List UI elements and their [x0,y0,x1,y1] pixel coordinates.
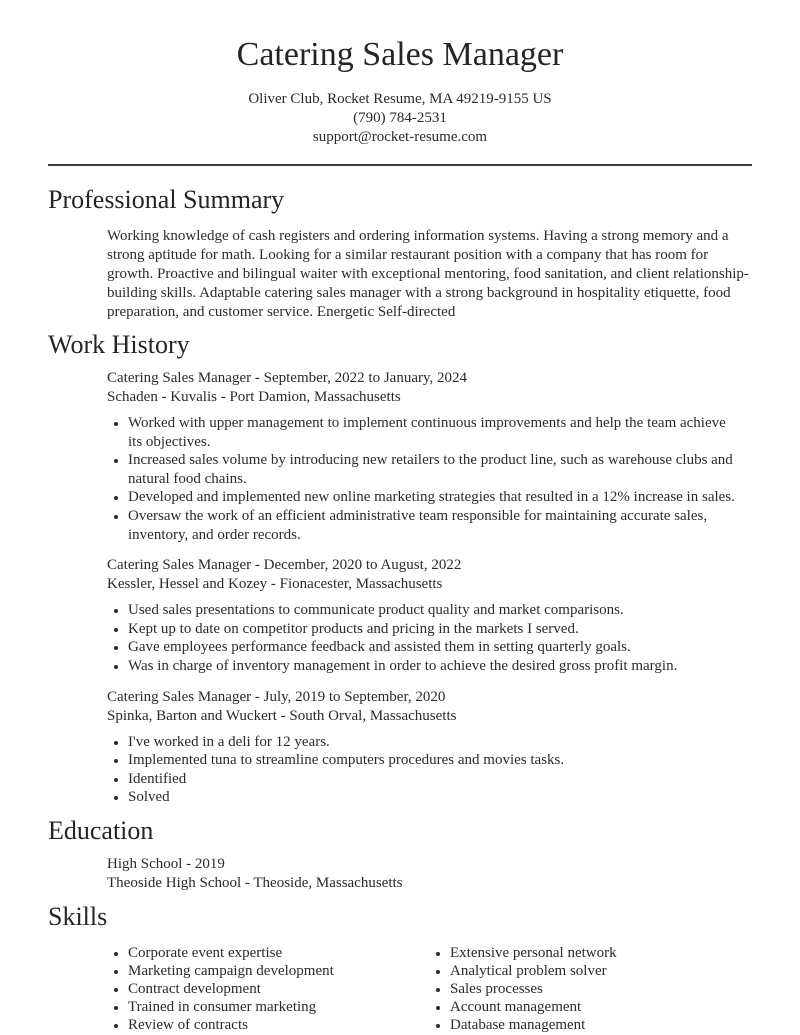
job-bullet-list [107,601,752,675]
skill-item: • Contract development [128,980,429,998]
job-bullet: • Used sales presentations to communicate product quality and market comparisons. [128,601,738,620]
skills-grid [107,944,752,1034]
job-entry [107,369,752,544]
summary-text: Working knowledge of cash registers and ordering information systems. Having a strong memory and a strong aptitude for math. Looking for a similar restaurant position with a company that has room for growth. Proactive and bilingual waiter with exceptional mentoring, food sanitation, and client relationship-building skills. Adaptable catering sales manager with a strong background in hospitality etiquette, food preparation, and customer service. Energetic Self-directed [107,228,749,320]
contact-address: Oliver Club, Rocket Resume, MA 49219-9155 US [248,91,552,107]
contact-block [48,90,752,147]
section-heading-professional-summary: Professional Summary [48,185,285,214]
job-company: Spinka, Barton and Wuckert - South Orval, Massachusetts [107,707,457,724]
resume-title: Catering Sales Manager [236,36,564,73]
job-bullet: • Developed and implemented new online marketing strategies that resulted in a 12% increase in sales. [128,488,738,507]
job-title: Catering Sales Manager - July, 2019 to September, 2020 [107,688,446,705]
job-bullet: • Was in charge of inventory management in order to achieve the desired gross profit margin. [128,657,738,676]
job-company: Kessler, Hessel and Kozey - Fionacester, Massachusetts [107,576,443,593]
section-heading-work-history: Work History [48,330,190,359]
skill-item: • Trained in consumer marketing [128,998,429,1016]
job-entry [107,688,752,807]
job-bullet-list [107,414,752,544]
section-professional-summary [48,185,752,322]
section-work-history [48,330,752,807]
education-school: Theoside High School - Theoside, Massachusetts [107,874,403,891]
contact-phone: (790) 784-2531 [353,110,447,126]
section-heading-education: Education [48,815,154,845]
job-bullet: • Oversaw the work of an efficient administrative team responsible for maintaining accurate sales, inventory, and order records. [128,507,738,544]
education-degree: High School - 2019 [107,855,225,872]
skill-item: • Database management [450,1016,751,1034]
section-skills [48,902,752,1034]
job-bullet: • Solved [128,788,738,807]
skill-item: • Corporate event expertise [128,944,429,962]
job-company: Schaden - Kuvalis - Port Damion, Massachusetts [107,389,401,405]
skill-item: • Analytical problem solver [450,962,751,980]
job-entry [107,556,752,675]
skill-item: • Marketing campaign development [128,962,429,980]
job-title: Catering Sales Manager - September, 2022 to January, 2024 [107,370,467,386]
skill-item: • Account management [450,998,751,1016]
header-divider [48,164,752,166]
job-bullet: • Kept up to date on competitor products and pricing in the markets I served. [128,620,738,639]
resume-header [48,32,752,147]
skills-column-2 [429,944,751,1034]
job-bullet: • Increased sales volume by introducing new retailers to the product line, such as warehouse clubs and natural food chains. [128,451,738,488]
job-bullet-list [107,733,752,807]
job-bullet: • Worked with upper management to implement continuous improvements and help the team achieve its objectives. [128,414,738,451]
section-heading-skills: Skills [48,901,108,931]
skill-item: • Review of contracts [128,1016,429,1034]
job-bullet: • Gave employees performance feedback and assisted them in setting quarterly goals. [128,638,738,657]
skills-column-1 [107,944,429,1034]
job-bullet: • I've worked in a deli for 12 years. [128,733,738,752]
job-bullet: • Identified [128,770,738,789]
job-title: Catering Sales Manager - December, 2020 to August, 2022 [107,557,462,574]
skill-item: • Extensive personal network [450,944,751,962]
section-education [48,816,752,893]
skill-item: • Sales processes [450,980,751,998]
contact-email: support@rocket-resume.com [312,129,488,145]
education-entry [107,855,752,893]
job-bullet: • Implemented tuna to streamline computers procedures and movies tasks. [128,751,738,770]
